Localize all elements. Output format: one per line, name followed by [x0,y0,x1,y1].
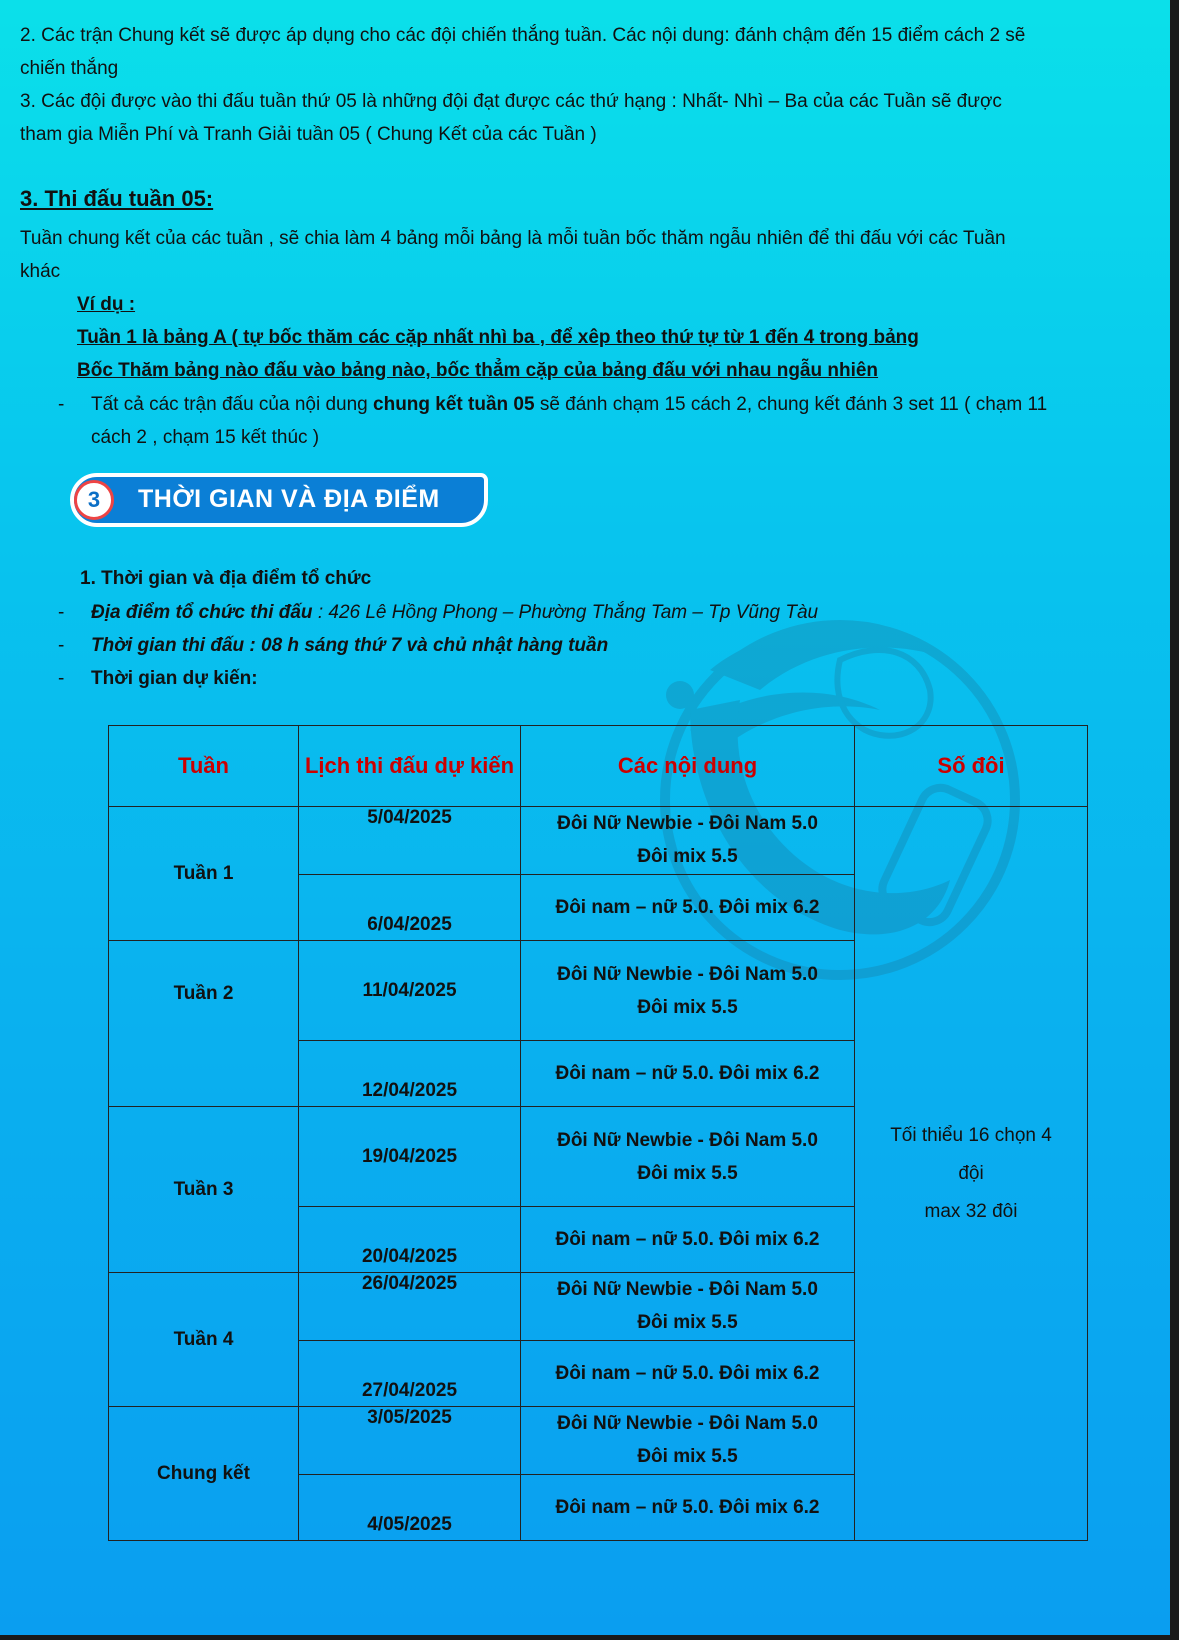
content-line: Đôi Nữ Newbie - Đôi Nam 5.0 [557,963,818,985]
section-number: 3 [74,480,114,520]
content-cell [521,807,855,875]
content-line: Đôi Nữ Newbie - Đôi Nam 5.0 [557,813,818,834]
week-name: Tuần 4 [109,1273,299,1407]
content-line: Đôi mix 5.5 [637,1162,738,1184]
venue-value: : 426 Lê Hồng Phong – Phường Thắng Tam – Tp Vũng Tàu [312,602,819,623]
final-rules-line1 [91,388,1047,421]
header-content: Các nội dung [521,726,855,807]
content-line: Đôi Nữ Newbie - Đôi Nam 5.0 [557,1279,818,1300]
date-cell: 19/04/2025 [299,1107,521,1207]
date-cell: 12/04/2025 [299,1041,521,1107]
date-cell: 20/04/2025 [299,1207,521,1273]
content-cell: Đôi nam – nữ 5.0. Đôi mix 6.2 [521,1341,855,1407]
venue-line [91,596,818,629]
week-name: Chung kết [109,1407,299,1541]
week5-desc-line1: Tuần chung kết của các tuần , sẽ chia làm 4 bảng mỗi bảng là mỗi tuần bốc thăm ngẫu nhiên để thi đấu với các Tuần [20,228,1006,249]
content-line: Đôi mix 5.5 [637,1312,738,1333]
time-place-title: 1. Thời gian và địa điểm tổ chức [80,568,372,589]
venue-label: Địa điểm tổ chức thi đấu [91,602,313,623]
example-line2: Bốc Thăm bảng nào đấu vào bảng nào, bốc thẳm cặp của bảng đấu với nhau ngẫu nhiên [77,360,879,381]
content-line: Đôi mix 5.5 [637,846,738,867]
intro-p3-line2: tham gia Miễn Phí và Tranh Giải tuần 05 ( Chung Kết của các Tuần ) [20,124,597,145]
table-row [109,807,1088,875]
intro-p2-line1: 2. Các trận Chung kết sẽ được áp dụng cho các đội chiến thắng tuần. Các nội dung: đánh chậm đến 15 điểm cách 2 sẽ [20,25,1026,46]
date-cell: 4/05/2025 [299,1475,521,1541]
intro-p2-line2: chiến thắng [20,58,119,79]
content-cell [521,1107,855,1207]
example-label: Ví dụ : [77,294,136,315]
week5-desc-line2: khác [20,261,61,282]
expected-label: Thời gian dự kiến: [91,668,258,689]
bullet-dash: - [58,635,65,656]
date-cell: 27/04/2025 [299,1341,521,1407]
pairs-line: đội [958,1162,984,1184]
content-cell: Đôi nam – nữ 5.0. Đôi mix 6.2 [521,1475,855,1541]
content-cell: Đôi nam – nữ 5.0. Đôi mix 6.2 [521,875,855,941]
final-rules-pre: Tất cả các trận đấu của nội dung [91,394,374,415]
bullet-dash: - [58,668,65,689]
header-week: Tuần [109,726,299,807]
content-line: Đôi mix 5.5 [637,1446,738,1467]
header-pairs: Số đôi [855,726,1088,807]
pairs-cell [855,807,1088,1541]
header-schedule: Lịch thi đấu dự kiến [299,726,521,807]
bullet-dash: - [58,394,65,415]
example-line1: Tuần 1 là bảng A ( tự bốc thăm các cặp nhất nhì ba , để xêp theo thứ tự từ 1 đến 4 trong bảng [77,327,919,348]
section-title: THỜI GIAN VÀ ĐỊA ĐIỂM [138,485,440,513]
content-cell [521,941,855,1041]
content-cell [521,1273,855,1341]
date-cell: 26/04/2025 [299,1273,521,1341]
pairs-line: Tối thiểu 16 chọn 4 [890,1124,1052,1146]
week-name: Tuần 2 [109,941,299,1107]
pairs-line: max 32 đôi [924,1200,1018,1222]
date-cell: 3/05/2025 [299,1407,521,1475]
date-cell: 5/04/2025 [299,807,521,875]
week-name: Tuần 1 [109,807,299,941]
bullet-dash: - [58,602,65,623]
content-cell: Đôi nam – nữ 5.0. Đôi mix 6.2 [521,1041,855,1107]
final-rules-bold: chung kết tuần 05 [373,394,535,415]
week5-heading: 3. Thi đấu tuần 05: [20,186,214,211]
content-cell [521,1407,855,1475]
table-header-row [109,726,1088,807]
week-name: Tuần 3 [109,1107,299,1273]
final-rules-post: sẽ đánh chạm 15 cách 2, chung kết đánh 3 set 11 ( chạm 11 [534,394,1048,415]
schedule-table [108,725,1088,1541]
section-badge [70,473,490,529]
intro-p3-line1: 3. Các đội được vào thi đấu tuần thứ 05 là những đội đạt được các thứ hạng : Nhất- Nhì – Ba của các Tuần sẽ được [20,91,1002,112]
content-line: Đôi mix 5.5 [637,996,738,1018]
content-cell: Đôi nam – nữ 5.0. Đôi mix 6.2 [521,1207,855,1273]
date-cell: 11/04/2025 [299,941,521,1041]
content-line: Đôi Nữ Newbie - Đôi Nam 5.0 [557,1129,818,1151]
content-line: Đôi Nữ Newbie - Đôi Nam 5.0 [557,1413,818,1434]
date-cell: 6/04/2025 [299,875,521,941]
time-line: Thời gian thi đấu : 08 h sáng thứ 7 và chủ nhật hàng tuần [91,635,609,656]
final-rules-line2: cách 2 , chạm 15 kết thúc ) [91,427,320,448]
